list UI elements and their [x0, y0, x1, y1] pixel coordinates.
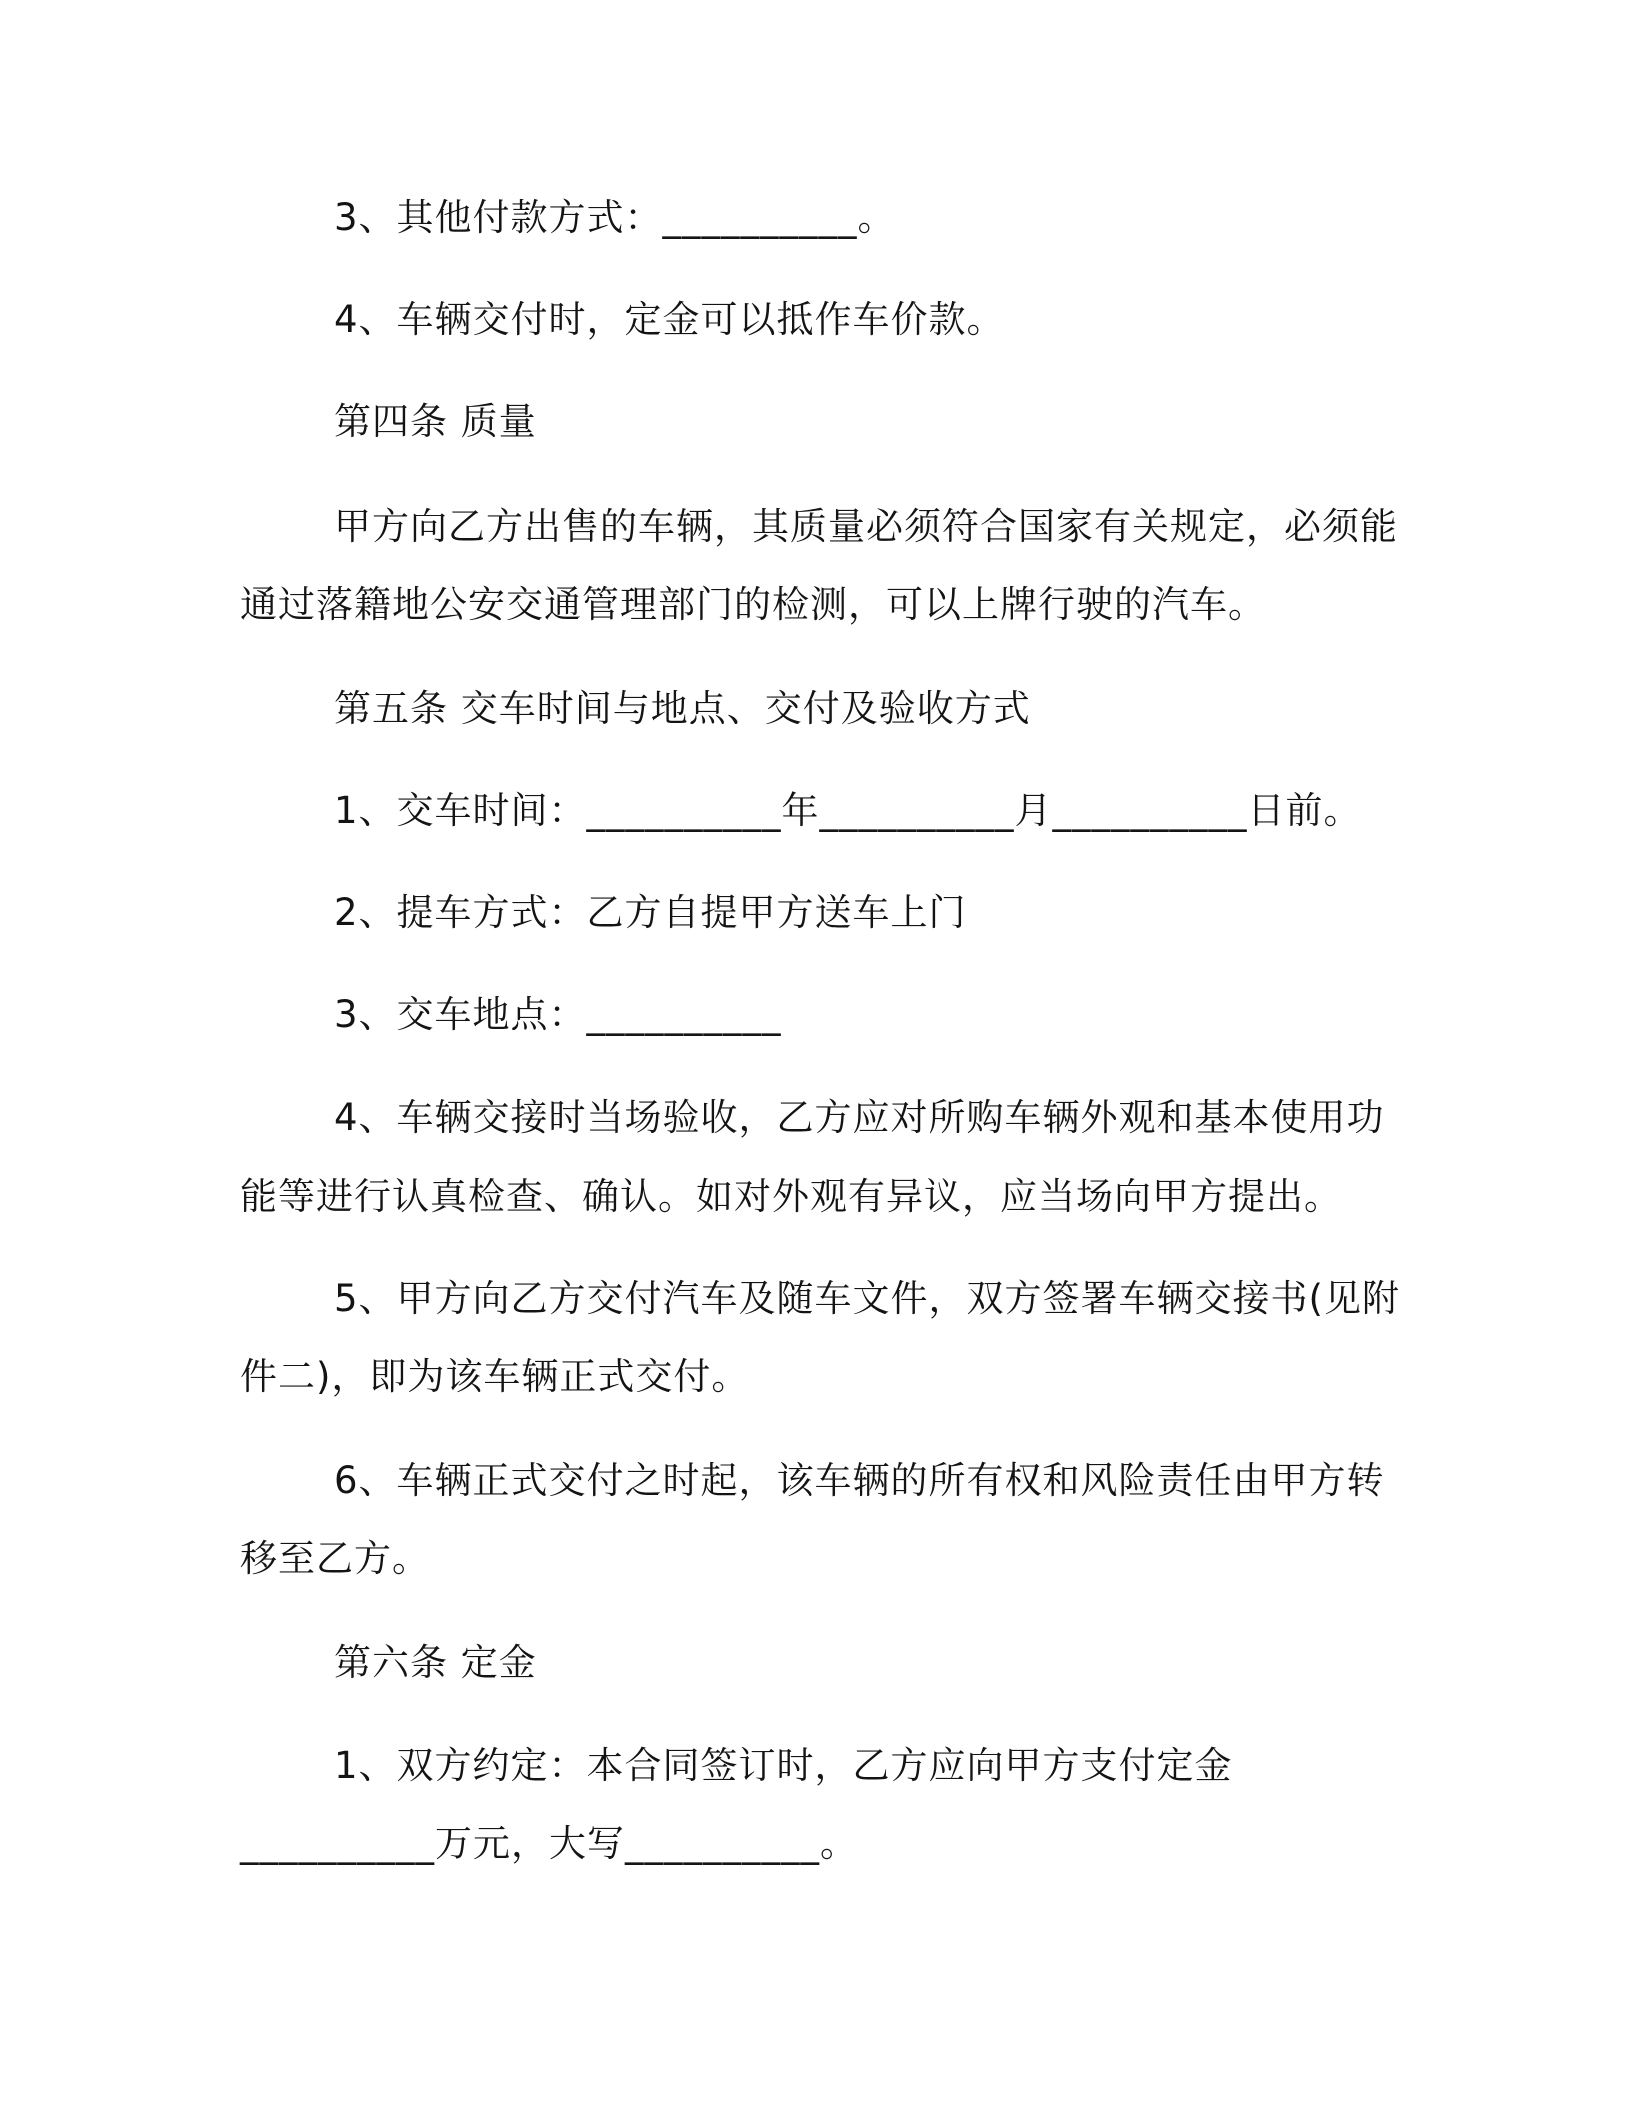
inspection-paragraph-line-2: 能等进行认真检查、确认。如对外观有异议，应当场向甲方提出。	[240, 1175, 1342, 1218]
deposit-paragraph-line-2: __________万元，大写__________。	[240, 1822, 858, 1865]
delivery-location-clause: 3、交车地点：__________	[334, 993, 782, 1036]
ownership-paragraph-line-1: 6、车辆正式交付之时起，该车辆的所有权和风险责任由甲方转	[334, 1459, 1385, 1502]
handover-paragraph-line-1: 5、甲方向乙方交付汽车及随车文件，双方签署车辆交接书(见附	[334, 1277, 1400, 1320]
quality-paragraph-line-2: 通过落籍地公安交通管理部门的检测，可以上牌行驶的汽车。	[240, 583, 1266, 626]
inspection-paragraph-line-1: 4、车辆交接时当场验收，乙方应对所购车辆外观和基本使用功	[334, 1096, 1385, 1139]
delivery-time-clause: 1、交车时间：__________年__________月__________日前。	[334, 789, 1362, 832]
handover-paragraph-line-2: 件二)，即为该车辆正式交付。	[240, 1355, 750, 1398]
pickup-method-clause: 2、提车方式：乙方自提甲方送车上门	[334, 891, 967, 934]
article-six-heading: 第六条 定金	[334, 1641, 537, 1684]
deposit-paragraph-line-1: 1、双方约定：本合同签订时，乙方应向甲方支付定金	[334, 1744, 1233, 1787]
article-five-heading: 第五条 交车时间与地点、交付及验收方式	[334, 687, 1031, 730]
ownership-paragraph-line-2: 移至乙方。	[240, 1537, 430, 1580]
deposit-offset-clause: 4、车辆交付时，定金可以抵作车价款。	[334, 298, 1005, 341]
article-four-heading: 第四条 质量	[334, 400, 537, 443]
quality-paragraph-line-1: 甲方向乙方出售的车辆，其质量必须符合国家有关规定，必须能	[334, 505, 1398, 548]
payment-method-other: 3、其他付款方式：__________。	[334, 196, 896, 239]
